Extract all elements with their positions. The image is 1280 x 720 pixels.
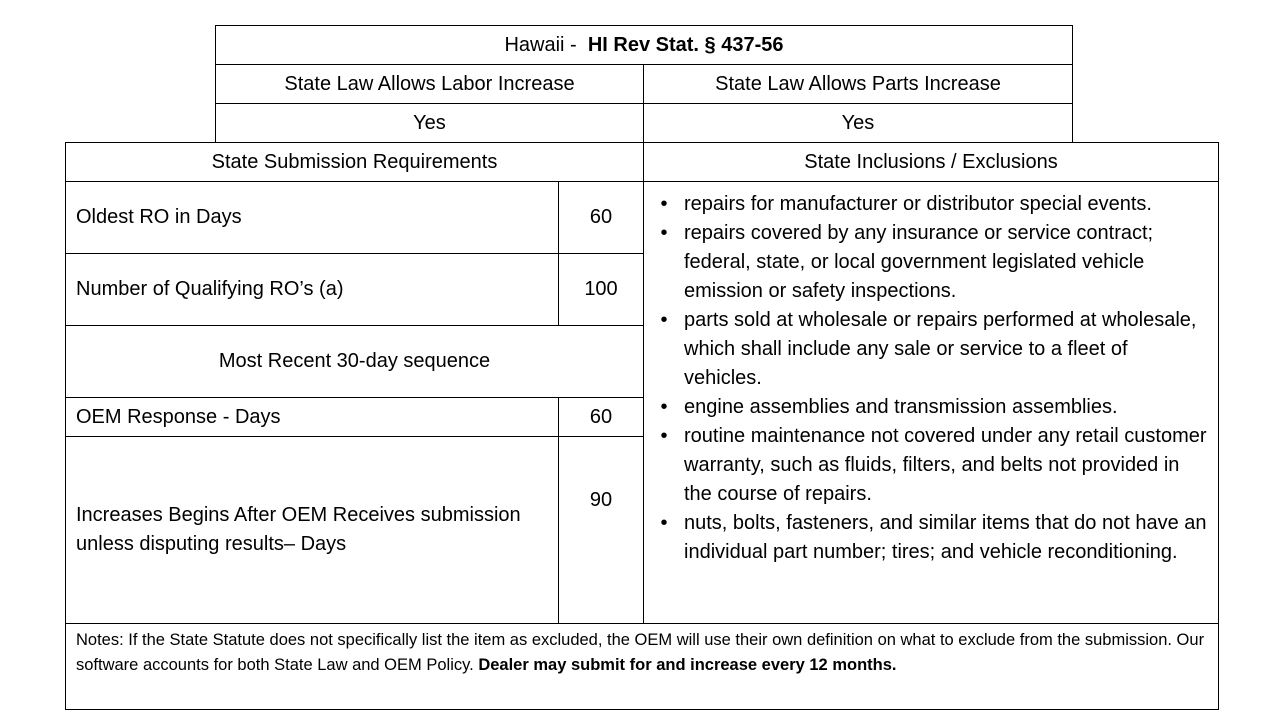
bullet-icon: • xyxy=(660,309,668,331)
inclusion-text: engine assemblies and transmission assemblies. xyxy=(684,396,1118,418)
bullet-icon: • xyxy=(660,396,668,418)
parts-increase-header xyxy=(643,64,1073,104)
inclusion-text: nuts, bolts, fasteners, and similar items that do not have an individual part number; tires; and vehicle reconditioning. xyxy=(684,512,1207,563)
oldest-ro-label-cell xyxy=(65,181,559,254)
oem-response-value-cell xyxy=(558,397,644,437)
bullet-icon: • xyxy=(660,425,668,447)
notes-bold-text: Dealer may submit for and increase every 12 months. xyxy=(478,656,897,674)
increase-begins-value: 90 xyxy=(589,489,613,511)
labor-increase-label: State Law Allows Labor Increase xyxy=(284,72,575,95)
bullet-icon: • xyxy=(660,222,668,244)
increase-begins-value-cell xyxy=(558,436,644,624)
increase-begins-label-cell xyxy=(65,436,559,624)
notes-text: Notes: If the State Statute does not specifically list the item as excluded, the OEM will use their own definition on what to exclude from the submission. Our software accounts for both State Law and OEM Policy. xyxy=(76,631,1205,674)
parts-increase-value: Yes xyxy=(841,111,875,134)
oem-response-label: OEM Response - Days xyxy=(76,405,281,428)
increase-begins-label: Increases Begins After OEM Receives submission unless disputing results– Days xyxy=(76,504,521,555)
list-item xyxy=(654,219,1208,306)
sequence-cell xyxy=(65,325,644,398)
inclusion-text: repairs for manufacturer or distributor special events. xyxy=(684,193,1152,215)
parts-increase-value-cell xyxy=(643,103,1073,143)
inclusions-exclusions-heading: State Inclusions / Exclusions xyxy=(804,150,1058,173)
list-item xyxy=(654,190,1208,219)
oldest-ro-value: 60 xyxy=(589,206,613,228)
qualifying-ros-label: Number of Qualifying RO’s (a) xyxy=(76,278,344,300)
inclusion-text: routine maintenance not covered under any retail customer warranty, such as fluids, filters, and belts not provided in the course of repairs. xyxy=(684,425,1207,505)
bullet-icon: • xyxy=(660,512,668,534)
inclusion-text: parts sold at wholesale or repairs performed at wholesale, which shall include any sale or service to a fleet of vehicles. xyxy=(684,309,1197,389)
list-item xyxy=(654,393,1208,422)
list-item xyxy=(654,509,1208,567)
inclusion-text: repairs covered by any insurance or service contract; federal, state, or local government legislated vehicle emission or safety inspections. xyxy=(684,222,1154,302)
oldest-ro-label: Oldest RO in Days xyxy=(76,206,242,228)
labor-increase-value: Yes xyxy=(413,111,446,134)
oldest-ro-value-cell xyxy=(558,181,644,254)
qualifying-ros-label-cell xyxy=(65,253,559,326)
parts-increase-label: State Law Allows Parts Increase xyxy=(715,72,1001,95)
oem-response-value: 60 xyxy=(589,405,613,428)
bullet-icon: • xyxy=(660,193,668,215)
labor-increase-value-cell xyxy=(215,103,644,143)
labor-increase-header xyxy=(215,64,644,104)
submission-requirements-heading: State Submission Requirements xyxy=(211,150,498,173)
oem-response-label-cell xyxy=(65,397,559,437)
submission-requirements-header xyxy=(65,142,644,182)
qualifying-ros-value: 100 xyxy=(584,278,618,300)
qualifying-ros-value-cell xyxy=(558,253,644,326)
sequence-label: Most Recent 30-day sequence xyxy=(218,350,491,372)
state-name: Hawaii - xyxy=(504,33,583,56)
inclusions-exclusions-header xyxy=(643,142,1219,182)
notes-cell xyxy=(65,623,1219,710)
list-item xyxy=(654,306,1208,393)
statute-title-cell xyxy=(215,25,1073,65)
statute-reference: HI Rev Stat. § 437-56 xyxy=(587,33,784,56)
inclusions-exclusions-cell xyxy=(643,181,1219,624)
inclusions-list xyxy=(654,190,1208,567)
list-item xyxy=(654,422,1208,509)
